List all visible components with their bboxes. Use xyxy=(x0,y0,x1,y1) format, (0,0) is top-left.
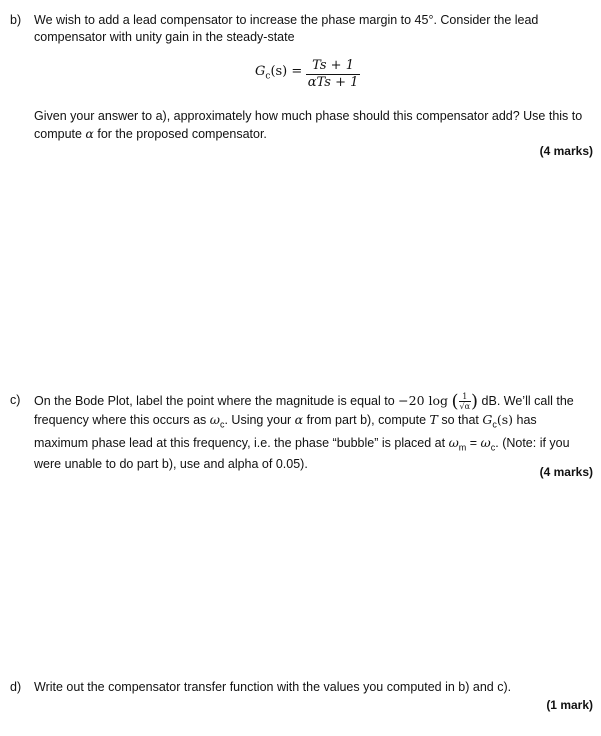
formula-lhs: $G_c(s)$ = xyxy=(255,64,303,82)
formula-numerator: Ts + 1 xyxy=(306,58,361,75)
formula-fraction xyxy=(306,58,361,91)
question-d-label: d) xyxy=(10,680,22,694)
question-c-text xyxy=(34,392,590,473)
question-b-prompt-line2: compute α for the proposed compensator. xyxy=(34,126,267,141)
question-c-line1: On the Bode Plot, label the point where the magnitude is equal to −20 log ( $\frac{1}{√\alpha}$ ) dB. We’ll call the xyxy=(34,391,574,413)
sqrt-alpha-fraction: $\frac{1}{√\alpha}$ xyxy=(459,392,471,412)
question-b-line1: We wish to add a lead compensator to increase the phase margin to 45°. Consider the lead xyxy=(34,13,539,27)
question-c-line3: maximum phase lead at this frequency, i.e. the phase “bubble” is placed at $\omega_m = \omega_c$. (Note: if you xyxy=(34,434,570,453)
question-d-marks: (1 mark) xyxy=(546,698,593,712)
question-b-text xyxy=(34,12,590,46)
formula-denominator: αTs + 1 xyxy=(307,75,359,90)
question-c-line2: frequency where this occurs as $\omega_c$. Using your α from part b), compute T so that $G_c(s)$ has xyxy=(34,412,537,430)
compensator-formula xyxy=(255,58,360,94)
question-d-text: Write out the compensator transfer function with the values you computed in b) and c). xyxy=(34,680,512,694)
question-c-label: c) xyxy=(10,393,21,407)
question-c-marks: (4 marks) xyxy=(539,465,593,479)
question-b-prompt-line1: Given your answer to a), approximately how much phase should this compensator add? Use this to xyxy=(34,109,583,123)
question-c-line4: were unable to do part b), use and alpha of 0.05). xyxy=(34,457,308,472)
question-b-line2: compensator with unity gain in the steady-state xyxy=(34,30,295,44)
question-b-label: b) xyxy=(10,13,22,27)
question-b-marks: (4 marks) xyxy=(539,144,593,158)
